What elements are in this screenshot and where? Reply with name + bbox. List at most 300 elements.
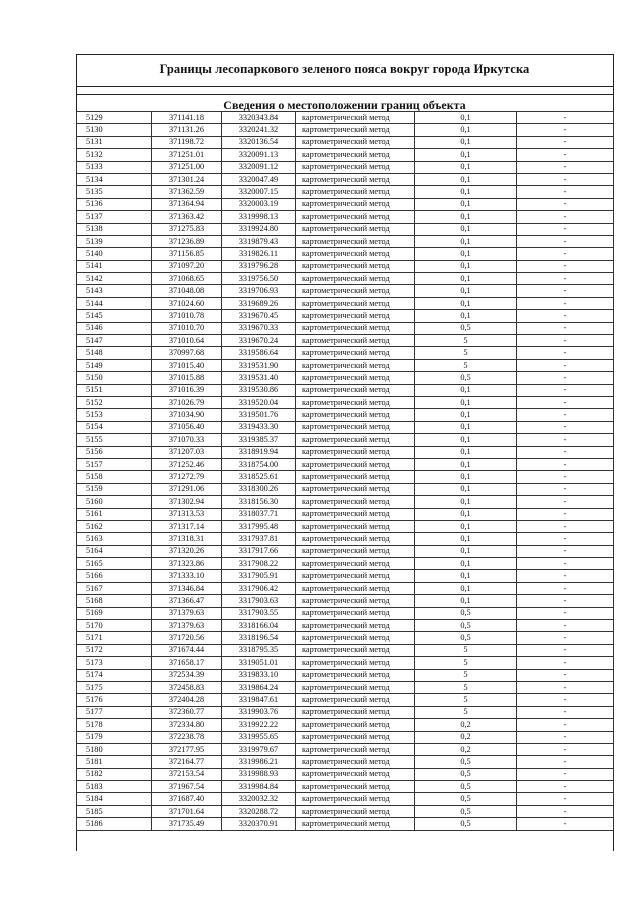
x-coordinate-cell: 372534.39 bbox=[152, 669, 222, 681]
y-coordinate-cell: 3319922.22 bbox=[222, 719, 296, 731]
table-row bbox=[77, 607, 614, 619]
x-coordinate-cell: 371701.64 bbox=[152, 805, 222, 817]
point-number-cell: 5174 bbox=[77, 669, 152, 681]
description-cell: - bbox=[517, 149, 614, 161]
y-coordinate-cell: 3318919.94 bbox=[222, 446, 296, 458]
table-row bbox=[77, 706, 614, 718]
description-cell: - bbox=[517, 285, 614, 297]
precision-cell: 0,1 bbox=[415, 595, 517, 607]
point-number-cell: 5142 bbox=[77, 273, 152, 285]
x-coordinate-cell: 371056.40 bbox=[152, 421, 222, 433]
x-coordinate-cell: 371068.65 bbox=[152, 273, 222, 285]
precision-cell: 0,1 bbox=[415, 396, 517, 408]
description-cell: - bbox=[517, 359, 614, 371]
point-number-cell: 5171 bbox=[77, 632, 152, 644]
precision-cell: 0,1 bbox=[415, 533, 517, 545]
description-cell: - bbox=[517, 112, 614, 124]
x-coordinate-cell: 371313.53 bbox=[152, 508, 222, 520]
table-row bbox=[77, 372, 614, 384]
description-cell: - bbox=[517, 223, 614, 235]
table-row bbox=[77, 743, 614, 755]
x-coordinate-cell: 371302.94 bbox=[152, 496, 222, 508]
description-cell: - bbox=[517, 297, 614, 309]
table-row bbox=[77, 285, 614, 297]
y-coordinate-cell: 3318166.04 bbox=[222, 620, 296, 632]
point-number-cell: 5130 bbox=[77, 124, 152, 136]
x-coordinate-cell: 371687.40 bbox=[152, 793, 222, 805]
x-coordinate-cell: 372458.83 bbox=[152, 681, 222, 693]
y-coordinate-cell: 3319531.90 bbox=[222, 359, 296, 371]
precision-cell: 0,1 bbox=[415, 570, 517, 582]
point-number-cell: 5180 bbox=[77, 743, 152, 755]
x-coordinate-cell: 371346.84 bbox=[152, 582, 222, 594]
method-cell: картометрический метод bbox=[296, 421, 415, 433]
x-coordinate-cell: 372334.80 bbox=[152, 719, 222, 731]
method-cell: картометрический метод bbox=[296, 136, 415, 148]
y-coordinate-cell: 3320241.32 bbox=[222, 124, 296, 136]
precision-cell: 0,5 bbox=[415, 805, 517, 817]
precision-cell: 5 bbox=[415, 669, 517, 681]
description-cell: - bbox=[517, 545, 614, 557]
precision-cell: 0,5 bbox=[415, 756, 517, 768]
y-coordinate-cell: 3319385.37 bbox=[222, 434, 296, 446]
description-cell: - bbox=[517, 818, 614, 830]
method-cell: картометрический метод bbox=[296, 483, 415, 495]
y-coordinate-cell: 3320032.32 bbox=[222, 793, 296, 805]
x-coordinate-cell: 371034.90 bbox=[152, 409, 222, 421]
x-coordinate-cell: 372238.78 bbox=[152, 731, 222, 743]
method-cell: картометрический метод bbox=[296, 644, 415, 656]
description-cell: - bbox=[517, 372, 614, 384]
point-number-cell: 5172 bbox=[77, 644, 152, 656]
table-row bbox=[77, 260, 614, 272]
precision-cell: 0,1 bbox=[415, 149, 517, 161]
y-coordinate-cell: 3319903.76 bbox=[222, 706, 296, 718]
point-number-cell: 5146 bbox=[77, 322, 152, 334]
x-coordinate-cell: 371379.63 bbox=[152, 607, 222, 619]
y-coordinate-cell: 3319998.13 bbox=[222, 211, 296, 223]
point-number-cell: 5132 bbox=[77, 149, 152, 161]
y-coordinate-cell: 3319955.65 bbox=[222, 731, 296, 743]
table-row bbox=[77, 508, 614, 520]
point-number-cell: 5131 bbox=[77, 136, 152, 148]
table-row bbox=[77, 768, 614, 780]
y-coordinate-cell: 3317917.66 bbox=[222, 545, 296, 557]
table-row bbox=[77, 421, 614, 433]
method-cell: картометрический метод bbox=[296, 186, 415, 198]
description-cell: - bbox=[517, 743, 614, 755]
y-coordinate-cell: 3319879.43 bbox=[222, 235, 296, 247]
point-number-cell: 5157 bbox=[77, 458, 152, 470]
method-cell: картометрический метод bbox=[296, 322, 415, 334]
method-cell: картометрический метод bbox=[296, 681, 415, 693]
precision-cell: 0,1 bbox=[415, 421, 517, 433]
y-coordinate-cell: 3319501.76 bbox=[222, 409, 296, 421]
method-cell: картометрический метод bbox=[296, 235, 415, 247]
precision-cell: 0,1 bbox=[415, 161, 517, 173]
precision-cell: 0,1 bbox=[415, 285, 517, 297]
y-coordinate-cell: 3319864.24 bbox=[222, 681, 296, 693]
precision-cell: 0,2 bbox=[415, 743, 517, 755]
description-cell: - bbox=[517, 620, 614, 632]
table-row bbox=[77, 173, 614, 185]
y-coordinate-cell: 3319689.26 bbox=[222, 297, 296, 309]
description-cell: - bbox=[517, 805, 614, 817]
point-number-cell: 5135 bbox=[77, 186, 152, 198]
x-coordinate-cell: 371251.01 bbox=[152, 149, 222, 161]
method-cell: картометрический метод bbox=[296, 768, 415, 780]
method-cell: картометрический метод bbox=[296, 223, 415, 235]
precision-cell: 0,5 bbox=[415, 781, 517, 793]
point-number-cell: 5159 bbox=[77, 483, 152, 495]
method-cell: картометрический метод bbox=[296, 335, 415, 347]
method-cell: картометрический метод bbox=[296, 508, 415, 520]
precision-cell: 0,5 bbox=[415, 620, 517, 632]
table-row bbox=[77, 235, 614, 247]
method-cell: картометрический метод bbox=[296, 248, 415, 260]
table-row bbox=[77, 384, 614, 396]
y-coordinate-cell: 3319796.28 bbox=[222, 260, 296, 272]
table-row bbox=[77, 558, 614, 570]
description-cell: - bbox=[517, 595, 614, 607]
precision-cell: 5 bbox=[415, 335, 517, 347]
point-number-cell: 5136 bbox=[77, 198, 152, 210]
method-cell: картометрический метод bbox=[296, 582, 415, 594]
description-cell: - bbox=[517, 719, 614, 731]
point-number-cell: 5147 bbox=[77, 335, 152, 347]
x-coordinate-cell: 371252.46 bbox=[152, 458, 222, 470]
table-row bbox=[77, 409, 614, 421]
y-coordinate-cell: 3320007.15 bbox=[222, 186, 296, 198]
y-coordinate-cell: 3320136.54 bbox=[222, 136, 296, 148]
table-row bbox=[77, 248, 614, 260]
y-coordinate-cell: 3319756.50 bbox=[222, 273, 296, 285]
x-coordinate-cell: 371658.17 bbox=[152, 657, 222, 669]
table-row bbox=[77, 223, 614, 235]
method-cell: картометрический метод bbox=[296, 149, 415, 161]
precision-cell: 0,1 bbox=[415, 508, 517, 520]
method-cell: картометрический метод bbox=[296, 620, 415, 632]
precision-cell: 0,1 bbox=[415, 409, 517, 421]
description-cell: - bbox=[517, 520, 614, 532]
table-row bbox=[77, 669, 614, 681]
table-row bbox=[77, 211, 614, 223]
method-cell: картометрический метод bbox=[296, 409, 415, 421]
precision-cell: 5 bbox=[415, 694, 517, 706]
table-row bbox=[77, 719, 614, 731]
y-coordinate-cell: 3318754.00 bbox=[222, 458, 296, 470]
precision-cell: 0,1 bbox=[415, 235, 517, 247]
precision-cell: 0,5 bbox=[415, 322, 517, 334]
x-coordinate-cell: 371272.79 bbox=[152, 471, 222, 483]
point-number-cell: 5175 bbox=[77, 681, 152, 693]
y-coordinate-cell: 3318300.26 bbox=[222, 483, 296, 495]
description-cell: - bbox=[517, 496, 614, 508]
description-cell: - bbox=[517, 694, 614, 706]
x-coordinate-cell: 371366.47 bbox=[152, 595, 222, 607]
y-coordinate-cell: 3319530.86 bbox=[222, 384, 296, 396]
y-coordinate-cell: 3319670.45 bbox=[222, 310, 296, 322]
precision-cell: 0,5 bbox=[415, 818, 517, 830]
title-bottom-rule bbox=[76, 86, 613, 87]
y-coordinate-cell: 3320370.91 bbox=[222, 818, 296, 830]
method-cell: картометрический метод bbox=[296, 558, 415, 570]
method-cell: картометрический метод bbox=[296, 533, 415, 545]
y-coordinate-cell: 3319670.33 bbox=[222, 322, 296, 334]
table-row bbox=[77, 496, 614, 508]
table-row bbox=[77, 657, 614, 669]
point-number-cell: 5173 bbox=[77, 657, 152, 669]
precision-cell: 0,1 bbox=[415, 136, 517, 148]
precision-cell: 0,2 bbox=[415, 731, 517, 743]
boundary-points-table bbox=[76, 111, 614, 831]
description-cell: - bbox=[517, 124, 614, 136]
x-coordinate-cell: 371318.31 bbox=[152, 533, 222, 545]
x-coordinate-cell: 371026.79 bbox=[152, 396, 222, 408]
description-cell: - bbox=[517, 582, 614, 594]
y-coordinate-cell: 3317905.91 bbox=[222, 570, 296, 582]
precision-cell: 0,1 bbox=[415, 173, 517, 185]
description-cell: - bbox=[517, 793, 614, 805]
x-coordinate-cell: 371317.14 bbox=[152, 520, 222, 532]
y-coordinate-cell: 3319984.84 bbox=[222, 781, 296, 793]
table-row bbox=[77, 805, 614, 817]
method-cell: картометрический метод bbox=[296, 384, 415, 396]
point-number-cell: 5140 bbox=[77, 248, 152, 260]
precision-cell: 0,1 bbox=[415, 124, 517, 136]
point-number-cell: 5179 bbox=[77, 731, 152, 743]
method-cell: картометрический метод bbox=[296, 669, 415, 681]
point-number-cell: 5176 bbox=[77, 694, 152, 706]
point-number-cell: 5183 bbox=[77, 781, 152, 793]
table-row bbox=[77, 644, 614, 656]
method-cell: картометрический метод bbox=[296, 446, 415, 458]
x-coordinate-cell: 371016.39 bbox=[152, 384, 222, 396]
precision-cell: 0,5 bbox=[415, 607, 517, 619]
table-row bbox=[77, 347, 614, 359]
method-cell: картометрический метод bbox=[296, 496, 415, 508]
x-coordinate-cell: 371024.60 bbox=[152, 297, 222, 309]
point-number-cell: 5186 bbox=[77, 818, 152, 830]
table-row bbox=[77, 136, 614, 148]
precision-cell: 0,5 bbox=[415, 793, 517, 805]
table-row bbox=[77, 471, 614, 483]
y-coordinate-cell: 3320091.13 bbox=[222, 149, 296, 161]
precision-cell: 0,1 bbox=[415, 558, 517, 570]
x-coordinate-cell: 371010.70 bbox=[152, 322, 222, 334]
frame-top-rule bbox=[76, 54, 613, 55]
point-number-cell: 5163 bbox=[77, 533, 152, 545]
method-cell: картометрический метод bbox=[296, 198, 415, 210]
precision-cell: 0,5 bbox=[415, 372, 517, 384]
x-coordinate-cell: 372153.54 bbox=[152, 768, 222, 780]
point-number-cell: 5129 bbox=[77, 112, 152, 124]
description-cell: - bbox=[517, 310, 614, 322]
y-coordinate-cell: 3319520.04 bbox=[222, 396, 296, 408]
y-coordinate-cell: 3319833.10 bbox=[222, 669, 296, 681]
x-coordinate-cell: 371720.56 bbox=[152, 632, 222, 644]
point-number-cell: 5151 bbox=[77, 384, 152, 396]
precision-cell: 0,1 bbox=[415, 223, 517, 235]
x-coordinate-cell: 371333.10 bbox=[152, 570, 222, 582]
description-cell: - bbox=[517, 260, 614, 272]
y-coordinate-cell: 3317906.42 bbox=[222, 582, 296, 594]
method-cell: картометрический метод bbox=[296, 781, 415, 793]
precision-cell: 0,1 bbox=[415, 248, 517, 260]
table-row bbox=[77, 335, 614, 347]
y-coordinate-cell: 3319670.24 bbox=[222, 335, 296, 347]
x-coordinate-cell: 372177.95 bbox=[152, 743, 222, 755]
point-number-cell: 5134 bbox=[77, 173, 152, 185]
precision-cell: 0,1 bbox=[415, 458, 517, 470]
description-cell: - bbox=[517, 533, 614, 545]
precision-cell: 0,1 bbox=[415, 545, 517, 557]
description-cell: - bbox=[517, 186, 614, 198]
y-coordinate-cell: 3320047.49 bbox=[222, 173, 296, 185]
point-number-cell: 5153 bbox=[77, 409, 152, 421]
point-number-cell: 5162 bbox=[77, 520, 152, 532]
table-row bbox=[77, 793, 614, 805]
point-number-cell: 5178 bbox=[77, 719, 152, 731]
x-coordinate-cell: 372404.28 bbox=[152, 694, 222, 706]
method-cell: картометрический метод bbox=[296, 570, 415, 582]
method-cell: картометрический метод bbox=[296, 260, 415, 272]
x-coordinate-cell: 371010.78 bbox=[152, 310, 222, 322]
y-coordinate-cell: 3319586.64 bbox=[222, 347, 296, 359]
table-row bbox=[77, 297, 614, 309]
point-number-cell: 5141 bbox=[77, 260, 152, 272]
table-row bbox=[77, 273, 614, 285]
precision-cell: 0,1 bbox=[415, 198, 517, 210]
table-row bbox=[77, 533, 614, 545]
y-coordinate-cell: 3317995.48 bbox=[222, 520, 296, 532]
description-cell: - bbox=[517, 173, 614, 185]
x-coordinate-cell: 371362.59 bbox=[152, 186, 222, 198]
table-row bbox=[77, 310, 614, 322]
table-row bbox=[77, 359, 614, 371]
x-coordinate-cell: 371015.88 bbox=[152, 372, 222, 384]
table-row bbox=[77, 124, 614, 136]
point-number-cell: 5154 bbox=[77, 421, 152, 433]
description-cell: - bbox=[517, 483, 614, 495]
description-cell: - bbox=[517, 607, 614, 619]
table-row bbox=[77, 681, 614, 693]
y-coordinate-cell: 3318196.54 bbox=[222, 632, 296, 644]
method-cell: картометрический метод bbox=[296, 694, 415, 706]
y-coordinate-cell: 3318156.30 bbox=[222, 496, 296, 508]
y-coordinate-cell: 3320288.72 bbox=[222, 805, 296, 817]
point-number-cell: 5148 bbox=[77, 347, 152, 359]
description-cell: - bbox=[517, 322, 614, 334]
method-cell: картометрический метод bbox=[296, 124, 415, 136]
description-cell: - bbox=[517, 347, 614, 359]
x-coordinate-cell: 371320.26 bbox=[152, 545, 222, 557]
point-number-cell: 5144 bbox=[77, 297, 152, 309]
point-number-cell: 5158 bbox=[77, 471, 152, 483]
description-cell: - bbox=[517, 421, 614, 433]
point-number-cell: 5185 bbox=[77, 805, 152, 817]
precision-cell: 0,1 bbox=[415, 273, 517, 285]
y-coordinate-cell: 3319826.11 bbox=[222, 248, 296, 260]
description-cell: - bbox=[517, 409, 614, 421]
table-row bbox=[77, 520, 614, 532]
table-row bbox=[77, 483, 614, 495]
table-row bbox=[77, 198, 614, 210]
description-cell: - bbox=[517, 781, 614, 793]
table-row bbox=[77, 545, 614, 557]
point-number-cell: 5138 bbox=[77, 223, 152, 235]
point-number-cell: 5137 bbox=[77, 211, 152, 223]
y-coordinate-cell: 3319924.80 bbox=[222, 223, 296, 235]
precision-cell: 0,1 bbox=[415, 297, 517, 309]
table-row bbox=[77, 582, 614, 594]
precision-cell: 0,1 bbox=[415, 582, 517, 594]
point-number-cell: 5133 bbox=[77, 161, 152, 173]
description-cell: - bbox=[517, 570, 614, 582]
point-number-cell: 5177 bbox=[77, 706, 152, 718]
y-coordinate-cell: 3318525.61 bbox=[222, 471, 296, 483]
precision-cell: 5 bbox=[415, 706, 517, 718]
description-cell: - bbox=[517, 657, 614, 669]
point-number-cell: 5167 bbox=[77, 582, 152, 594]
precision-cell: 0,1 bbox=[415, 520, 517, 532]
precision-cell: 0,1 bbox=[415, 310, 517, 322]
table-row bbox=[77, 434, 614, 446]
y-coordinate-cell: 3319979.67 bbox=[222, 743, 296, 755]
table-row bbox=[77, 818, 614, 830]
table-row bbox=[77, 161, 614, 173]
table-row bbox=[77, 446, 614, 458]
table-row bbox=[77, 322, 614, 334]
method-cell: картометрический метод bbox=[296, 520, 415, 532]
x-coordinate-cell: 371301.24 bbox=[152, 173, 222, 185]
x-coordinate-cell: 371015.40 bbox=[152, 359, 222, 371]
method-cell: картометрический метод bbox=[296, 818, 415, 830]
method-cell: картометрический метод bbox=[296, 285, 415, 297]
precision-cell: 0,1 bbox=[415, 446, 517, 458]
y-coordinate-cell: 3319986.21 bbox=[222, 756, 296, 768]
x-coordinate-cell: 371198.72 bbox=[152, 136, 222, 148]
description-cell: - bbox=[517, 768, 614, 780]
x-coordinate-cell: 371070.33 bbox=[152, 434, 222, 446]
description-cell: - bbox=[517, 471, 614, 483]
description-cell: - bbox=[517, 644, 614, 656]
table-row bbox=[77, 632, 614, 644]
x-coordinate-cell: 372360.77 bbox=[152, 706, 222, 718]
method-cell: картометрический метод bbox=[296, 458, 415, 470]
description-cell: - bbox=[517, 273, 614, 285]
table-row bbox=[77, 458, 614, 470]
point-number-cell: 5145 bbox=[77, 310, 152, 322]
x-coordinate-cell: 371275.83 bbox=[152, 223, 222, 235]
description-cell: - bbox=[517, 335, 614, 347]
method-cell: картометрический метод bbox=[296, 161, 415, 173]
x-coordinate-cell: 371379.63 bbox=[152, 620, 222, 632]
description-cell: - bbox=[517, 384, 614, 396]
y-coordinate-cell: 3317903.63 bbox=[222, 595, 296, 607]
table-row bbox=[77, 396, 614, 408]
description-cell: - bbox=[517, 136, 614, 148]
point-number-cell: 5143 bbox=[77, 285, 152, 297]
point-number-cell: 5156 bbox=[77, 446, 152, 458]
method-cell: картометрический метод bbox=[296, 396, 415, 408]
point-number-cell: 5168 bbox=[77, 595, 152, 607]
point-number-cell: 5164 bbox=[77, 545, 152, 557]
x-coordinate-cell: 371097.20 bbox=[152, 260, 222, 272]
method-cell: картометрический метод bbox=[296, 112, 415, 124]
y-coordinate-cell: 3317903.55 bbox=[222, 607, 296, 619]
description-cell: - bbox=[517, 669, 614, 681]
